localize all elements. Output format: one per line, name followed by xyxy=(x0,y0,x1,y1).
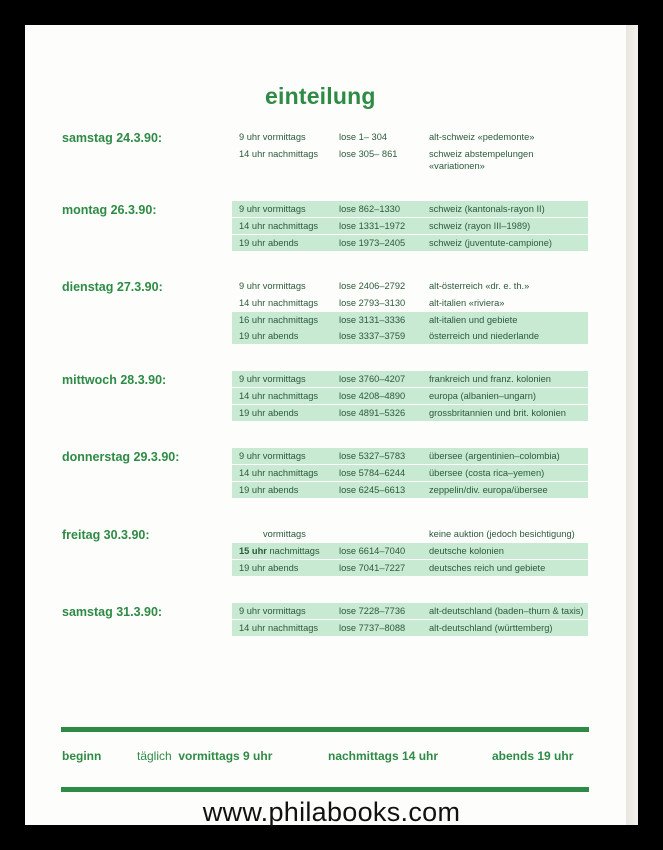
schedule-row xyxy=(232,448,588,464)
schedule-row xyxy=(232,201,588,217)
session-description: österreich und niederlande xyxy=(429,331,540,341)
session-time-hour: 15 uhr xyxy=(239,546,267,556)
lot-range: lose 3131–3336 xyxy=(339,315,406,325)
session-time: 14 uhr nachmittags xyxy=(239,468,319,478)
session-description: keine auktion (jedoch besichtigung) xyxy=(429,529,575,539)
session-time: 9 uhr vormittags xyxy=(239,132,306,142)
lot-range: lose 3337–3759 xyxy=(339,331,406,341)
schedule-row xyxy=(232,465,588,481)
schedule-row xyxy=(232,218,588,234)
lot-range: lose 5784–6244 xyxy=(339,468,406,478)
schedule-row xyxy=(232,328,588,344)
session-time: 19 uhr abends xyxy=(239,485,299,495)
day-heading: montag 26.3.90: xyxy=(62,203,157,217)
session-time: 14 uhr nachmittags xyxy=(239,221,319,231)
session-description: zeppelin/div. europa/übersee xyxy=(429,485,548,495)
schedule-row xyxy=(232,405,588,421)
day-heading: freitag 30.3.90: xyxy=(62,528,150,542)
day-heading: mittwoch 28.3.90: xyxy=(62,373,167,387)
page-title: einteilung xyxy=(265,83,376,109)
catalog-page xyxy=(25,25,638,825)
lot-range: lose 4891–5326 xyxy=(339,408,406,418)
lot-range: lose 2406–2792 xyxy=(339,281,406,291)
lot-range: lose 2793–3130 xyxy=(339,298,406,308)
session-time: 14 uhr nachmittags xyxy=(239,298,319,308)
session-description: schweiz (juventute-campione) xyxy=(429,238,552,248)
session-description: übersee (argentinien–colombia) xyxy=(429,451,560,461)
day-heading: samstag 31.3.90: xyxy=(62,605,163,619)
session-time: 9 uhr vormittags xyxy=(239,606,306,616)
session-description: alt-italien und gebiete xyxy=(429,315,518,325)
session-time: 9 uhr vormittags xyxy=(239,281,306,291)
schedule-row xyxy=(232,312,588,328)
lot-range: lose 6245–6613 xyxy=(339,485,406,495)
schedule-row xyxy=(232,482,588,498)
lot-range: lose 3760–4207 xyxy=(339,374,406,384)
session-time: 19 uhr abends xyxy=(239,331,299,341)
lot-range: lose 1– 304 xyxy=(339,132,388,142)
page-edge xyxy=(626,25,638,825)
session-time: 16 uhr nachmittags xyxy=(239,315,319,325)
session-description: europa (albanien–ungarn) xyxy=(429,391,536,401)
session-description: deutsche kolonien xyxy=(429,546,504,556)
schedule-row xyxy=(232,560,588,576)
session-time: 9 uhr vormittags xyxy=(239,374,306,384)
lot-range: lose 5327–5783 xyxy=(339,451,406,461)
beginn-morning: vormittags 9 uhr xyxy=(178,749,273,763)
schedule-row xyxy=(232,620,588,636)
schedule-row xyxy=(232,388,588,404)
session-time: 14 uhr nachmittags xyxy=(239,623,319,633)
lot-range: lose 6614–7040 xyxy=(339,546,406,556)
session-description: deutsches reich und gebiete xyxy=(429,563,546,573)
schedule-row xyxy=(232,278,588,294)
session-description: grossbritannien und brit. kolonien xyxy=(429,408,566,418)
session-description: alt-deutschland (württemberg) xyxy=(429,623,553,633)
beginn-daily-word: täglich xyxy=(137,749,172,763)
session-time: 14 uhr nachmittags xyxy=(239,391,319,401)
session-time: vormittags xyxy=(263,529,306,539)
session-description: schweiz (kantonals-rayon II) xyxy=(429,204,545,214)
session-time: 19 uhr abends xyxy=(239,563,299,573)
session-description: übersee (costa rica–yemen) xyxy=(429,468,545,478)
lot-range: lose 7228–7736 xyxy=(339,606,406,616)
session-description: alt-österreich «dr. e. th.» xyxy=(429,281,530,291)
session-time: 9 uhr vormittags xyxy=(239,204,306,214)
schedule-row xyxy=(232,129,588,145)
schedule-row xyxy=(232,295,588,311)
beginn-label: beginn xyxy=(62,749,102,763)
schedule-row xyxy=(232,371,588,387)
session-time: 19 uhr abends xyxy=(239,238,299,248)
schedule-row xyxy=(232,526,588,542)
lot-range: lose 1331–1972 xyxy=(339,221,406,231)
lot-range: lose 7737–8088 xyxy=(339,623,406,633)
session-description-continued: «variationen» xyxy=(429,161,485,171)
lot-range: lose 305– 861 xyxy=(339,149,398,159)
session-description: alt-deutschland (baden–thurn & taxis) xyxy=(429,606,584,616)
bottom-rule xyxy=(61,787,589,792)
top-rule xyxy=(61,727,589,732)
session-time-rest: nachmittags xyxy=(266,546,320,556)
session-time: 14 uhr nachmittags xyxy=(239,149,319,159)
day-heading: donnerstag 29.3.90: xyxy=(62,450,180,464)
session-description: alt-schweiz «pedemonte» xyxy=(429,132,535,142)
schedule-row xyxy=(232,235,588,251)
session-time: 9 uhr vormittags xyxy=(239,451,306,461)
watermark: www.philabooks.com xyxy=(202,797,461,827)
day-heading: dienstag 27.3.90: xyxy=(62,280,163,294)
schedule-row xyxy=(232,603,588,619)
session-time: 19 uhr abends xyxy=(239,408,299,418)
lot-range: lose 7041–7227 xyxy=(339,563,406,573)
beginn-daily xyxy=(137,749,272,763)
lot-range: lose 862–1330 xyxy=(339,204,401,214)
schedule-row xyxy=(232,146,588,162)
beginn-evening: abends 19 uhr xyxy=(492,749,574,763)
session-description: frankreich und franz. kolonien xyxy=(429,374,551,384)
session-description: schweiz (rayon III–1989) xyxy=(429,221,531,231)
beginn-afternoon: nachmittags 14 uhr xyxy=(328,749,439,763)
schedule-row xyxy=(232,543,588,559)
lot-range: lose 4208–4890 xyxy=(339,391,406,401)
session-time xyxy=(239,546,320,556)
day-heading: samstag 24.3.90: xyxy=(62,131,163,145)
session-description: alt-italien «riviera» xyxy=(429,298,505,308)
session-description: schweiz abstempelungen xyxy=(429,149,534,159)
lot-range: lose 1973–2405 xyxy=(339,238,406,248)
